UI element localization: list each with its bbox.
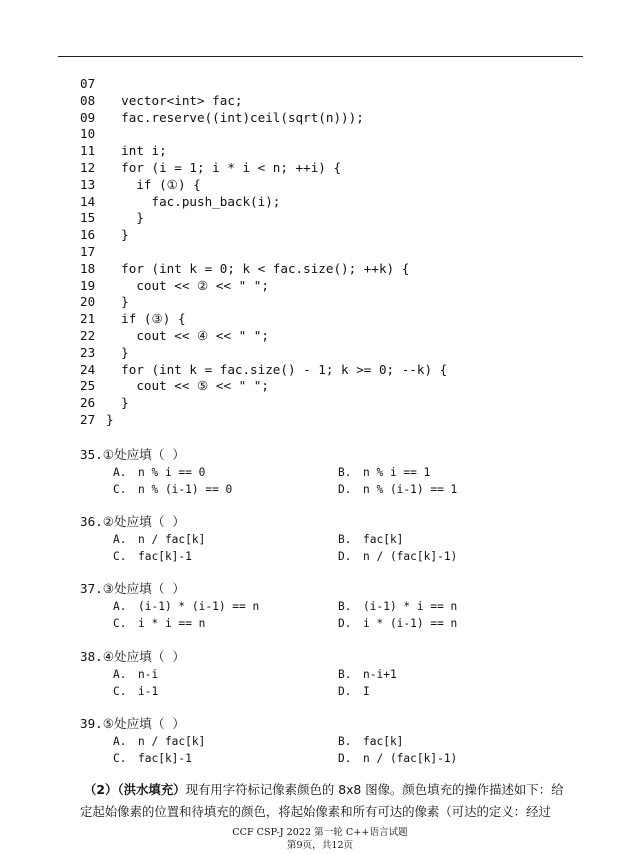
option-text: n / fac[k] — [138, 533, 206, 546]
option-a[interactable] — [113, 531, 343, 548]
line-number: 24 — [80, 361, 96, 377]
question-35 — [80, 446, 580, 498]
code-line — [80, 395, 580, 412]
line-number: 19 — [80, 277, 96, 293]
option-letter: B. — [338, 533, 352, 546]
option-c[interactable] — [113, 548, 343, 565]
code-listing — [80, 76, 580, 429]
option-letter: A. — [113, 533, 127, 546]
option-letter: D. — [338, 685, 352, 698]
question-number: 35. — [80, 447, 103, 462]
option-text: n % i == 0 — [138, 466, 206, 479]
problem-2-intro — [80, 779, 590, 823]
code-line — [80, 143, 580, 160]
option-letter: A. — [113, 600, 127, 613]
code-line — [80, 244, 580, 261]
code-line — [80, 210, 580, 227]
problem-2-prefix: （2） — [84, 782, 118, 797]
question-number: 36. — [80, 514, 103, 529]
code-line — [80, 345, 580, 362]
code-text: cout << ④ << " "; — [106, 327, 269, 343]
code-line — [80, 177, 580, 194]
option-text: I — [363, 685, 370, 698]
option-list — [113, 598, 580, 632]
code-line — [80, 294, 580, 311]
option-text: fac[k] — [363, 735, 404, 748]
option-letter: C. — [113, 685, 127, 698]
option-letter: D. — [338, 752, 352, 765]
option-a[interactable] — [113, 598, 343, 615]
question-text: ②处应填（ ） — [102, 514, 186, 529]
option-text: n / fac[k] — [138, 735, 206, 748]
option-b[interactable] — [338, 598, 568, 615]
question-title — [80, 580, 580, 598]
question-number: 38. — [80, 649, 103, 664]
line-number: 10 — [80, 126, 96, 142]
code-line — [80, 362, 580, 379]
question-38 — [80, 648, 580, 700]
code-line — [80, 261, 580, 278]
line-number: 25 — [80, 378, 96, 394]
option-text: i * i == n — [138, 617, 206, 630]
option-letter: D. — [338, 617, 352, 630]
code-line — [80, 378, 580, 395]
code-text: for (int k = 0; k < fac.size(); ++k) { — [106, 260, 410, 276]
option-d[interactable] — [338, 548, 568, 565]
code-text: fac.push_back(i); — [106, 193, 281, 209]
code-text: } — [106, 344, 129, 360]
question-text: ①处应填（ ） — [102, 447, 186, 462]
code-text: vector<int> fac; — [106, 92, 243, 108]
option-letter: B. — [338, 466, 352, 479]
question-title — [80, 715, 580, 733]
option-text: n % i == 1 — [363, 466, 431, 479]
header-rule — [58, 56, 583, 57]
question-title — [80, 513, 580, 531]
problem-2-title: （洪水填充） — [117, 782, 186, 797]
line-number: 13 — [80, 176, 96, 192]
line-number: 20 — [80, 294, 96, 310]
code-text: cout << ⑤ << " "; — [106, 378, 269, 394]
line-number: 17 — [80, 243, 96, 259]
option-letter: A. — [113, 735, 127, 748]
question-37 — [80, 580, 580, 632]
option-d[interactable] — [338, 750, 568, 767]
option-d[interactable] — [338, 615, 568, 632]
option-letter: A. — [113, 466, 127, 479]
option-text: (i-1) * i == n — [363, 600, 458, 613]
line-number: 27 — [80, 411, 96, 427]
option-c[interactable] — [113, 683, 343, 700]
option-text: n % (i-1) == 1 — [363, 483, 458, 496]
option-letter: C. — [113, 550, 127, 563]
option-text: (i-1) * (i-1) == n — [138, 600, 260, 613]
option-letter: D. — [338, 483, 352, 496]
code-line — [80, 227, 580, 244]
code-text: if (③) { — [106, 311, 186, 327]
option-list — [113, 666, 580, 700]
footer-title: CCF CSP-J 2022 第一轮 C++语言试题 — [232, 827, 408, 838]
option-letter: A. — [113, 668, 127, 681]
code-line — [80, 126, 580, 143]
line-number: 23 — [80, 344, 96, 360]
code-text: for (i = 1; i * i < n; ++i) { — [106, 159, 342, 175]
question-text: ⑤处应填（ ） — [102, 716, 186, 731]
problem-2-line-1 — [80, 779, 590, 801]
code-text: if (①) { — [106, 176, 201, 192]
line-number: 26 — [80, 395, 96, 411]
option-b[interactable] — [338, 531, 568, 548]
option-letter: C. — [113, 483, 127, 496]
option-list — [113, 531, 580, 565]
line-number: 09 — [80, 109, 96, 125]
line-number: 15 — [80, 210, 96, 226]
code-text: for (int k = fac.size() - 1; k >= 0; --k) { — [106, 361, 448, 377]
option-d[interactable] — [338, 481, 568, 498]
option-text: n-i — [138, 668, 159, 681]
code-line — [80, 412, 580, 429]
option-d[interactable] — [338, 683, 568, 700]
option-letter: D. — [338, 550, 352, 563]
code-text: } — [106, 294, 129, 310]
code-text: } — [106, 411, 114, 427]
line-number: 14 — [80, 193, 96, 209]
question-number: 37. — [80, 581, 103, 596]
problem-2-line-2: 定起始像素的位置和待填充的颜色，将起始像素和所有可达的像素（可达的定义：经过 — [80, 804, 551, 819]
option-b[interactable] — [338, 733, 568, 750]
option-letter: B. — [338, 668, 352, 681]
option-a[interactable] — [113, 733, 343, 750]
option-a[interactable] — [113, 666, 343, 683]
code-text: fac.reserve((int)ceil(sqrt(n))); — [106, 109, 364, 125]
code-line — [80, 311, 580, 328]
code-text: int i; — [106, 143, 167, 159]
option-text: n-i+1 — [363, 668, 397, 681]
line-number: 12 — [80, 159, 96, 175]
option-text: fac[k]-1 — [138, 752, 192, 765]
option-letter: C. — [113, 752, 127, 765]
problem-2-line-1-text: 现有用字符标记像素颜色的 8x8 图像。颜色填充的操作描述如下：给 — [185, 782, 564, 797]
question-title — [80, 648, 580, 666]
option-text: n / (fac[k]-1) — [363, 550, 458, 563]
code-line — [80, 110, 580, 127]
line-number: 22 — [80, 327, 96, 343]
question-text: ④处应填（ ） — [102, 649, 186, 664]
line-number: 16 — [80, 227, 96, 243]
option-b[interactable] — [338, 464, 568, 481]
code-text: } — [106, 210, 144, 226]
question-text: ③处应填（ ） — [102, 581, 186, 596]
code-text: } — [106, 395, 129, 411]
option-letter: C. — [113, 617, 127, 630]
option-text: fac[k]-1 — [138, 550, 192, 563]
question-title — [80, 446, 580, 464]
footer-page-number: 第9页，共12页 — [286, 840, 354, 851]
option-a[interactable] — [113, 464, 343, 481]
option-text: i-1 — [138, 685, 159, 698]
code-line — [80, 160, 580, 177]
line-number: 21 — [80, 311, 96, 327]
line-number: 11 — [80, 143, 96, 159]
option-text: n / (fac[k]-1) — [363, 752, 458, 765]
option-c[interactable] — [113, 750, 343, 767]
option-list — [113, 464, 580, 498]
code-line — [80, 93, 580, 110]
code-line — [80, 76, 580, 93]
line-number: 07 — [80, 76, 96, 91]
code-line — [80, 278, 580, 295]
code-line — [80, 328, 580, 345]
option-text: n % (i-1) == 0 — [138, 483, 233, 496]
code-line — [80, 194, 580, 211]
option-c[interactable] — [113, 615, 343, 632]
option-c[interactable] — [113, 481, 343, 498]
question-number: 39. — [80, 716, 103, 731]
option-text: i * (i-1) == n — [363, 617, 458, 630]
code-text: } — [106, 227, 129, 243]
question-39 — [80, 715, 580, 767]
option-b[interactable] — [338, 666, 568, 683]
line-number: 08 — [80, 92, 96, 108]
line-number: 18 — [80, 260, 96, 276]
option-list — [113, 733, 580, 767]
question-36 — [80, 513, 580, 565]
option-letter: B. — [338, 735, 352, 748]
option-text: fac[k] — [363, 533, 404, 546]
code-text: cout << ② << " "; — [106, 277, 269, 293]
option-letter: B. — [338, 600, 352, 613]
